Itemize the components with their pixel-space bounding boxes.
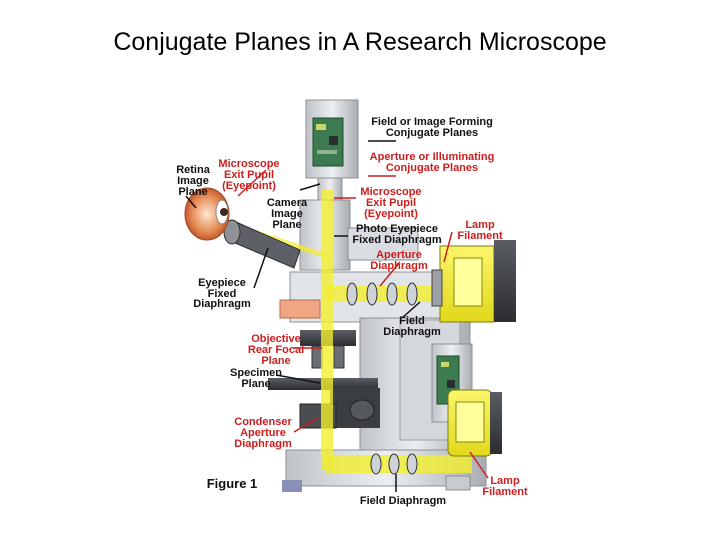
label-objective-2: Rear Focal <box>247 344 305 356</box>
base-lenses <box>371 454 417 474</box>
label-condenser-3: Diaphragm <box>234 438 292 450</box>
label-field-diaphragm-top-2: Diaphragm <box>383 326 441 338</box>
legend-field-line2: Conjugate Planes <box>385 127 479 139</box>
label-lamp-top-2: Filament <box>457 230 503 242</box>
label-retina-2: Image <box>177 175 209 187</box>
label-lamp-bottom-2: Filament <box>482 486 528 498</box>
label-photo-eyepiece-2: Fixed Diaphragm <box>352 234 442 246</box>
label-condenser-1: Condenser <box>234 416 292 428</box>
label-objective-1: Objective <box>251 333 301 345</box>
label-camera-1: Camera <box>266 197 308 209</box>
label-camera-3: Plane <box>272 219 302 231</box>
label-aperture-diaphragm-1: Aperture <box>376 249 422 261</box>
label-exit-pupil-right-2: Exit Pupil <box>365 197 417 209</box>
label-exit-pupil-right-1: Microscope <box>360 186 422 198</box>
legend-aperture-line1: Aperture or Illuminating <box>369 151 495 163</box>
label-lamp-top-1: Lamp <box>465 219 495 231</box>
label-exit-pupil-left-2: Exit Pupil <box>223 169 275 181</box>
label-retina-1: Retina <box>176 164 210 176</box>
bottom-lamp-housing <box>448 390 502 456</box>
legend-aperture-line2: Conjugate Planes <box>385 162 479 174</box>
figure-caption: Figure 1 <box>206 476 258 491</box>
label-condenser-2: Aperture <box>240 427 286 439</box>
label-camera-2: Image <box>271 208 303 220</box>
label-exit-pupil-left-3: (Eyepoint) <box>222 180 276 192</box>
label-photo-eyepiece-1: Photo Eyepiece <box>356 223 438 235</box>
label-eyepiece-fixed-3: Diaphragm <box>193 298 251 310</box>
label-field-diaphragm-bottom: Field Diaphragm <box>359 495 447 507</box>
label-exit-pupil-right-3: (Eyepoint) <box>364 208 418 220</box>
label-aperture-diaphragm-2: Diaphragm <box>370 260 428 272</box>
top-lamp-housing <box>432 240 516 322</box>
label-specimen-2: Plane <box>241 378 271 390</box>
label-retina-3: Plane <box>178 186 208 198</box>
label-eyepiece-fixed-2: Fixed <box>207 288 237 300</box>
label-objective-3: Plane <box>261 355 291 367</box>
label-specimen-1: Specimen <box>230 367 282 379</box>
label-eyepiece-fixed-1: Eyepiece <box>198 277 246 289</box>
slide-title: Conjugate Planes in A Research Microscope <box>113 28 607 56</box>
label-exit-pupil-left-1: Microscope <box>218 158 280 170</box>
label-field-diaphragm-top-1: Field <box>399 315 425 327</box>
legend-field-line1: Field or Image Forming <box>371 116 493 128</box>
label-lamp-bottom-1: Lamp <box>490 475 520 487</box>
